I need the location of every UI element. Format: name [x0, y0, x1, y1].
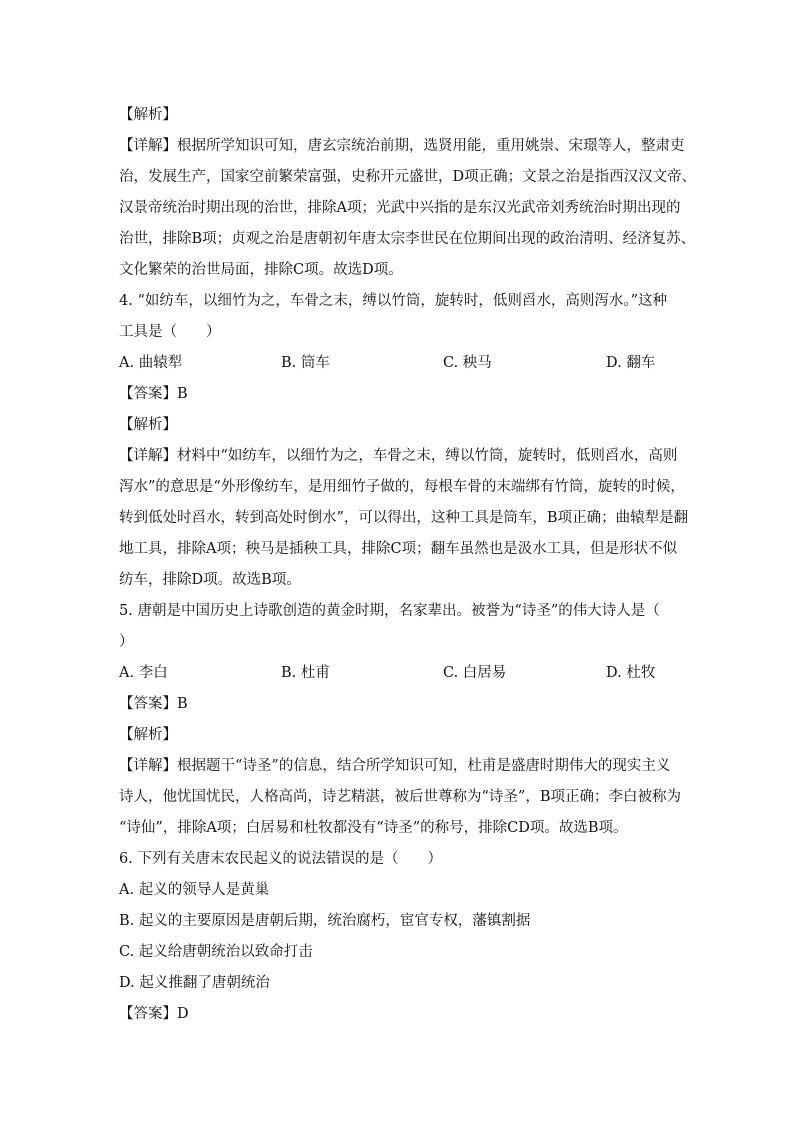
text-line: 治，发展生产，国家空前繁荣富强，史称开元盛世，D项正确；文景之治是指西汉汉文帝、: [119, 169, 697, 185]
text-line: 【解析】: [119, 417, 177, 433]
text-line: 【解析】: [119, 727, 177, 743]
text-line: 【答案】B: [119, 696, 188, 712]
text-line: 文化繁荣的治世局面，排除C项。故选D项。: [119, 262, 403, 278]
text-line: 【答案】B: [119, 386, 188, 402]
text-line: 5. 唐朝是中国历史上诗歌创造的黄金时期，名家辈出。被誉为“诗圣”的伟大诗人是（: [119, 603, 660, 619]
text-line: 诗人，他忧国忧民，人格高尚，诗艺精湛，被后世尊称为“诗圣”，B项正确；李白被称为: [119, 789, 681, 805]
options-row: [119, 348, 679, 379]
option-a: A. 曲辕犁: [119, 355, 183, 371]
options-row: [119, 658, 679, 689]
text-line: 【答案】D: [119, 1006, 189, 1022]
option-c: C. 秧马: [443, 355, 492, 371]
option-c: C. 白居易: [443, 665, 507, 681]
text-line: 4. “如纺车，以细竹为之，车骨之末，缚以竹筒，旋转时，低则舀水，高则泻水。”这种: [119, 293, 668, 309]
option-a: A. 李白: [119, 665, 168, 681]
option-b: B. 筒车: [281, 355, 330, 371]
text-line: “诗仙”，排除A项；白居易和杜牧都没有“诗圣”的称号，排除CD项。故选B项。: [119, 820, 628, 836]
text-line: 治世，排除B项；贞观之治是唐朝初年唐太宗李世民在位期间出现的政治清明、经济复苏、: [119, 231, 696, 247]
text-line: 地工具，排除A项；秧马是插秧工具，排除C项；翻车虽然也是汲水工具，但是形状不似: [119, 541, 678, 557]
option-d: D. 翻车: [606, 355, 656, 371]
text-line: 纺车，排除D项。故选B项。: [119, 572, 301, 588]
text-line: 【详解】材料中“如纺车，以细竹为之，车骨之末，缚以竹筒，旋转时，低则舀水，高则: [119, 448, 678, 464]
text-line: 【详解】根据题干“诗圣”的信息，结合所学知识可知，杜甫是盛唐时期伟大的现实主义: [119, 758, 671, 774]
text-line: D. 起义推翻了唐朝统治: [119, 975, 270, 991]
text-line: 汉景帝统治时期出现的治世，排除A项；光武中兴指的是东汉光武帝刘秀统治时期出现的: [119, 200, 681, 216]
text-line: A. 起义的领导人是黄巢: [119, 882, 270, 898]
text-line: 【详解】根据所学知识可知，唐玄宗统治前期，选贤用能，重用姚崇、宋璟等人，整肃吏: [119, 138, 685, 154]
text-line: 泻水”的意思是“外形像纺车，是用细竹子做的，每根车骨的末端绑有竹筒，旋转的时候，: [119, 479, 685, 495]
option-d: D. 杜牧: [606, 665, 656, 681]
document-page: [119, 100, 697, 1030]
option-b: B. 杜甫: [281, 665, 330, 681]
text-line: 【解析】: [119, 107, 177, 123]
text-line: 工具是（ ）: [119, 324, 221, 340]
text-line: 转到低处时舀水，转到高处时倒水”，可以得出，这种工具是筒车，B项正确；曲辕犁是翻: [119, 510, 689, 526]
text-line: C. 起义给唐朝统治以致命打击: [119, 944, 313, 960]
text-line: B. 起义的主要原因是唐朝后期，统治腐朽，宦官专权，藩镇割据: [119, 913, 531, 929]
text-line: ）: [119, 634, 134, 650]
text-line: 6. 下列有关唐末农民起义的说法错误的是（ ）: [119, 851, 442, 867]
